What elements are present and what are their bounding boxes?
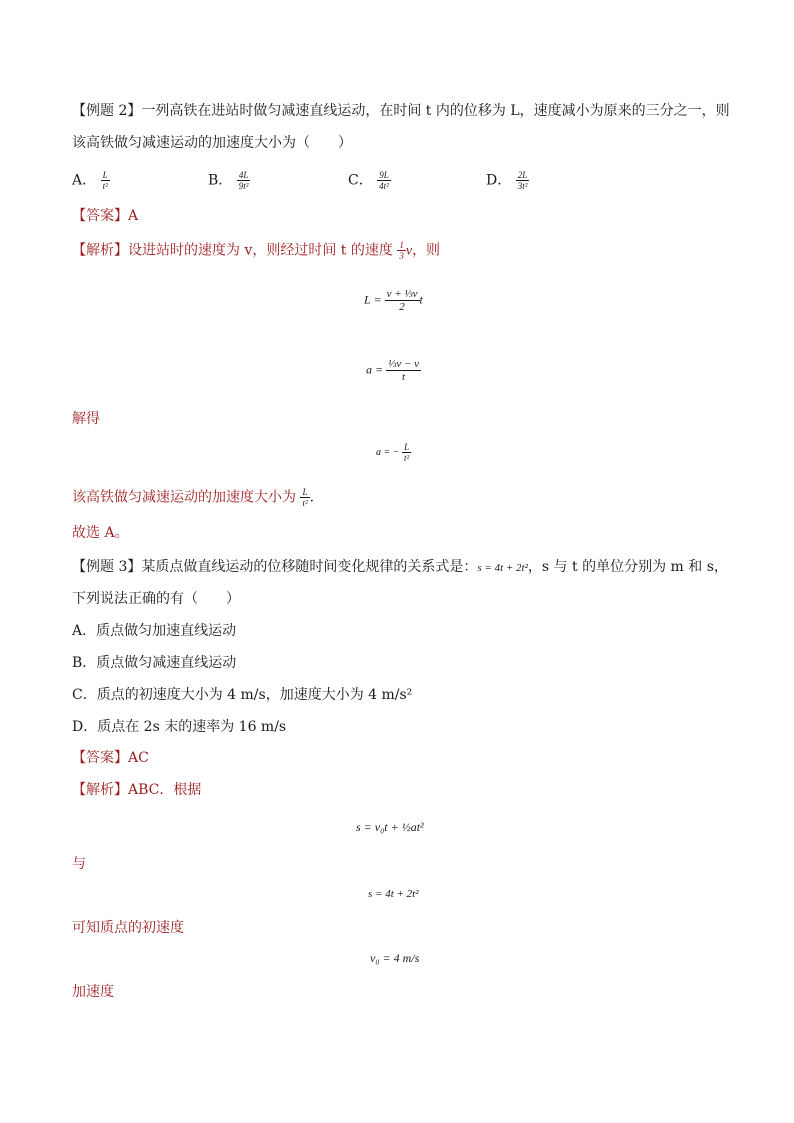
example2-analysis-line	[72, 240, 440, 261]
option-letter: A．	[72, 172, 97, 189]
result-text: 该高铁做匀减速运动的加速度大小为	[72, 489, 296, 506]
analysis-label: 【解析】	[72, 242, 128, 259]
equation-lhs: a =	[366, 362, 384, 377]
example3-init-label: 可知质点的初速度	[72, 920, 184, 936]
example3-equation-2: s = 4t + 2t²	[368, 888, 419, 900]
equation-fraction	[386, 358, 421, 383]
option-fraction	[237, 170, 251, 191]
example2-result	[72, 487, 314, 508]
example2-option-a	[72, 170, 110, 191]
example3-option-d: D．质点在 2s 末的速率为 16 m/s	[72, 719, 287, 735]
answer-label: 【答案】	[72, 750, 128, 766]
example2-option-b	[208, 170, 250, 191]
example3-with-label: 与	[72, 856, 86, 872]
example3-option-a: A．质点做匀加速直线运动	[72, 623, 237, 639]
option-fraction	[101, 170, 110, 191]
example2-equation-1	[364, 288, 423, 313]
example2-solve-label: 解得	[72, 411, 100, 427]
frac-den: t²	[102, 181, 108, 191]
frac-num: L	[102, 170, 108, 180]
analysis-text: 设进站时的速度为 v，则经过时间 t 的速度	[128, 242, 393, 259]
equation-t: t	[419, 292, 423, 307]
option-fraction	[377, 170, 391, 191]
example3-question-line1	[72, 558, 728, 577]
analysis-v: v	[405, 243, 413, 259]
example2-question-line2: 该高铁做匀减速运动的加速度大小为（ ）	[72, 135, 352, 151]
example3-answer	[72, 749, 149, 767]
frac-num: 4L	[238, 170, 249, 180]
example3-option-b: B．质点做匀减速直线运动	[72, 655, 237, 671]
frac-den: 2	[385, 300, 420, 313]
frac-den: 9t²	[238, 181, 249, 191]
example3-formula: s = 4t + 2t²	[477, 562, 528, 574]
equation-lhs: a = −	[376, 446, 400, 458]
frac-num: L	[404, 442, 410, 452]
example2-label: 【例题 2】	[72, 103, 142, 119]
option-letter: C．	[348, 172, 373, 189]
frac-den: t²	[404, 453, 410, 463]
example3-label: 【例题 3】	[72, 559, 142, 575]
example3-text-line1: 某质点做直线运动的位移随时间变化规律的关系式是：	[141, 559, 478, 575]
frac-num: L	[302, 487, 308, 497]
answer-value: A	[128, 208, 139, 224]
frac-den: 4t²	[379, 181, 389, 191]
frac-den: 3	[399, 251, 404, 261]
frac-num: ⅓v − v	[388, 358, 420, 370]
answer-label: 【答案】	[72, 208, 128, 224]
example2-answer	[72, 207, 138, 225]
example3-analysis	[72, 781, 201, 799]
frac-num: 9L	[379, 170, 389, 180]
example2-question-line1	[72, 102, 730, 120]
analysis-label: 【解析】	[72, 782, 128, 798]
analysis-fraction	[397, 240, 406, 261]
frac-den: 3t²	[517, 181, 528, 191]
example3-question-line2: 下列说法正确的有（ ）	[72, 591, 240, 607]
example3-accel-label: 加速度	[72, 984, 114, 1000]
example3-equation-3: v₀ = 4 m/s	[370, 951, 420, 965]
option-fraction	[516, 170, 530, 191]
frac-num: 2L	[517, 170, 528, 180]
frac-den: t	[386, 370, 421, 383]
example2-option-c	[348, 170, 391, 191]
frac-num: 1	[399, 240, 404, 250]
option-letter: D．	[486, 172, 512, 189]
example3-option-c: C．质点的初速度大小为 4 m/s，加速度大小为 4 m/s²	[72, 687, 413, 703]
example2-text-line1: 一列高铁在进站时做匀减速直线运动，在时间 t 内的位移为 L，速度减小为原来的三分之一，则	[141, 103, 730, 119]
result-end: .	[309, 489, 315, 506]
example3-equation-1: s = v₀t + ½at²	[356, 820, 424, 834]
equation-fraction	[385, 288, 420, 313]
frac-num: v + ⅓v	[386, 288, 418, 300]
frac-den: t²	[302, 498, 308, 508]
example3-text-line1-end: ，s 与 t 的单位分别为 m 和 s，	[527, 559, 728, 575]
example2-option-d	[486, 170, 529, 191]
answer-value: AC	[128, 750, 149, 766]
example2-choose: 故选 A。	[72, 525, 129, 541]
option-letter: B．	[208, 172, 233, 189]
equation-lhs: L =	[364, 292, 382, 307]
result-fraction	[300, 487, 309, 508]
example2-equation-3	[376, 442, 411, 463]
analysis-text: ABC．根据	[128, 782, 202, 798]
analysis-end: ，则	[412, 242, 441, 259]
equation-fraction	[402, 442, 411, 463]
example2-equation-2	[366, 358, 421, 383]
